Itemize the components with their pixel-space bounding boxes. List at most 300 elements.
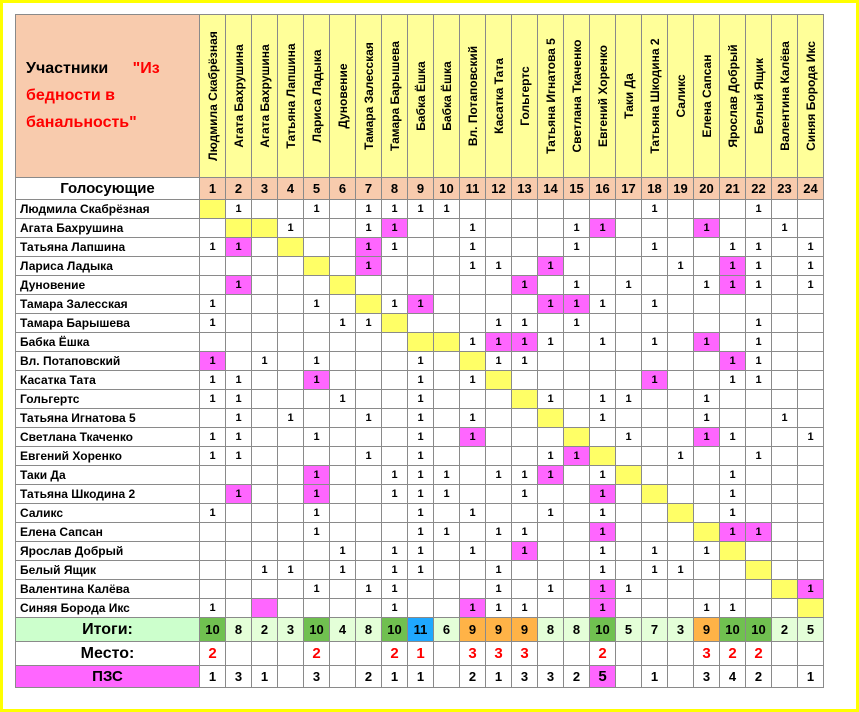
voter-row xyxy=(16,295,824,314)
vote-cell: 1 xyxy=(408,371,434,390)
vote-cell: 1 xyxy=(746,238,772,257)
total-cell: 8 xyxy=(356,618,382,642)
vote-cell: 1 xyxy=(512,466,538,485)
pzs-cell: 2 xyxy=(460,666,486,688)
vote-cell: 1 xyxy=(564,219,590,238)
place-cell xyxy=(226,642,252,666)
vote-cell xyxy=(642,390,668,409)
vote-cell xyxy=(512,219,538,238)
vote-cell: 1 xyxy=(278,409,304,428)
vote-cell xyxy=(668,238,694,257)
vote-cell xyxy=(668,542,694,561)
vote-cell: 1 xyxy=(486,352,512,371)
vote-cell xyxy=(720,295,746,314)
vote-cell xyxy=(564,485,590,504)
pzs-row xyxy=(16,666,824,688)
participant-name: Синяя Борода Икс xyxy=(803,41,818,151)
vote-cell: 1 xyxy=(486,580,512,599)
voter-row xyxy=(16,314,824,333)
voter-row xyxy=(16,523,824,542)
vote-cell: 1 xyxy=(694,542,720,561)
participant-header xyxy=(486,15,512,178)
total-cell: 3 xyxy=(278,618,304,642)
vote-cell xyxy=(460,485,486,504)
vote-cell xyxy=(798,542,824,561)
participant-header xyxy=(434,15,460,178)
vote-cell: 1 xyxy=(694,276,720,295)
voter-row xyxy=(16,409,824,428)
vote-cell: 1 xyxy=(252,352,278,371)
self-cell xyxy=(694,523,720,542)
vote-cell xyxy=(694,580,720,599)
vote-cell: 1 xyxy=(746,352,772,371)
vote-cell: 1 xyxy=(434,523,460,542)
self-cell xyxy=(564,428,590,447)
vote-cell xyxy=(434,276,460,295)
vote-cell xyxy=(460,390,486,409)
vote-cell: 1 xyxy=(512,485,538,504)
vote-cell: 1 xyxy=(200,390,226,409)
vote-cell xyxy=(330,523,356,542)
self-cell xyxy=(720,542,746,561)
vote-cell xyxy=(590,314,616,333)
participant-name: Таки Да xyxy=(621,73,636,119)
vote-cell: 1 xyxy=(590,523,616,542)
pzs-cell: 3 xyxy=(304,666,330,688)
vote-cell xyxy=(460,276,486,295)
vote-cell: 1 xyxy=(512,314,538,333)
vote-cell xyxy=(668,371,694,390)
voter-name: Елена Сапсан xyxy=(16,523,200,542)
self-cell xyxy=(616,466,642,485)
vote-cell xyxy=(304,599,330,618)
vote-cell xyxy=(460,314,486,333)
participant-number: 19 xyxy=(668,178,694,200)
vote-cell xyxy=(616,371,642,390)
vote-cell xyxy=(408,580,434,599)
total-cell: 11 xyxy=(408,618,434,642)
vote-cell xyxy=(330,428,356,447)
participant-name: Бабка Ёшка xyxy=(413,61,428,131)
self-cell xyxy=(252,219,278,238)
pzs-cell: 2 xyxy=(564,666,590,688)
vote-cell xyxy=(330,200,356,219)
vote-cell xyxy=(382,390,408,409)
place-cell xyxy=(330,642,356,666)
voter-name: Евгений Хоренко xyxy=(16,447,200,466)
participant-header xyxy=(382,15,408,178)
self-cell xyxy=(538,409,564,428)
vote-cell: 1 xyxy=(356,409,382,428)
vote-cell: 1 xyxy=(226,390,252,409)
voter-name: Светлана Ткаченко xyxy=(16,428,200,447)
vote-cell xyxy=(798,409,824,428)
vote-cell xyxy=(642,523,668,542)
participant-name: Светлана Ткаченко xyxy=(569,39,584,153)
vote-cell: 1 xyxy=(590,504,616,523)
participant-number: 17 xyxy=(616,178,642,200)
participant-header xyxy=(252,15,278,178)
vote-cell xyxy=(616,200,642,219)
total-cell: 9 xyxy=(486,618,512,642)
pzs-cell: 2 xyxy=(356,666,382,688)
vote-cell xyxy=(694,200,720,219)
vote-cell xyxy=(772,466,798,485)
vote-cell xyxy=(434,504,460,523)
vote-cell xyxy=(590,257,616,276)
place-cell xyxy=(642,642,668,666)
vote-cell xyxy=(642,599,668,618)
pzs-cell xyxy=(772,666,798,688)
vote-cell xyxy=(668,276,694,295)
vote-cell: 1 xyxy=(694,333,720,352)
vote-cell: 1 xyxy=(538,390,564,409)
vote-cell xyxy=(642,352,668,371)
participant-header xyxy=(278,15,304,178)
vote-cell xyxy=(278,523,304,542)
vote-cell xyxy=(616,561,642,580)
vote-cell xyxy=(200,561,226,580)
vote-cell xyxy=(356,352,382,371)
vote-cell xyxy=(798,295,824,314)
pzs-cell: 1 xyxy=(642,666,668,688)
vote-cell: 1 xyxy=(408,523,434,542)
vote-cell xyxy=(746,295,772,314)
participant-name: Тамара Барышева xyxy=(387,41,402,151)
voter-row xyxy=(16,200,824,219)
vote-cell xyxy=(772,485,798,504)
vote-cell xyxy=(434,580,460,599)
vote-cell xyxy=(460,466,486,485)
vote-cell xyxy=(486,542,512,561)
vote-cell xyxy=(330,257,356,276)
vote-cell xyxy=(746,219,772,238)
total-cell: 6 xyxy=(434,618,460,642)
vote-cell xyxy=(434,371,460,390)
vote-cell xyxy=(772,314,798,333)
vote-cell xyxy=(512,257,538,276)
vote-cell xyxy=(434,542,460,561)
participant-number: 23 xyxy=(772,178,798,200)
vote-cell xyxy=(746,466,772,485)
vote-cell xyxy=(278,390,304,409)
vote-cell xyxy=(564,200,590,219)
place-cell xyxy=(564,642,590,666)
vote-cell xyxy=(304,238,330,257)
participant-number: 5 xyxy=(304,178,330,200)
vote-cell xyxy=(252,485,278,504)
vote-cell xyxy=(590,371,616,390)
vote-cell: 1 xyxy=(512,523,538,542)
vote-cell xyxy=(330,485,356,504)
vote-cell: 1 xyxy=(486,257,512,276)
participant-name: Татьяна Лапшина xyxy=(283,43,298,149)
vote-cell xyxy=(798,561,824,580)
pzs-cell: 3 xyxy=(226,666,252,688)
pzs-cell: 1 xyxy=(252,666,278,688)
vote-cell xyxy=(252,409,278,428)
vote-cell xyxy=(252,276,278,295)
vote-cell: 1 xyxy=(512,276,538,295)
vote-cell xyxy=(616,257,642,276)
vote-cell: 1 xyxy=(694,428,720,447)
vote-cell xyxy=(434,409,460,428)
vote-cell xyxy=(642,504,668,523)
voter-row xyxy=(16,542,824,561)
vote-cell xyxy=(798,219,824,238)
vote-cell xyxy=(798,447,824,466)
participant-header xyxy=(460,15,486,178)
vote-cell: 1 xyxy=(538,466,564,485)
participant-header xyxy=(590,15,616,178)
vote-cell xyxy=(590,428,616,447)
place-cell xyxy=(772,642,798,666)
vote-cell xyxy=(330,333,356,352)
vote-cell xyxy=(512,295,538,314)
vote-cell: 1 xyxy=(408,409,434,428)
vote-cell xyxy=(720,561,746,580)
voter-name: Белый Ящик xyxy=(16,561,200,580)
vote-cell xyxy=(512,504,538,523)
pzs-cell: 1 xyxy=(798,666,824,688)
vote-cell xyxy=(434,390,460,409)
vote-cell xyxy=(434,428,460,447)
vote-cell xyxy=(226,466,252,485)
pzs-cell xyxy=(668,666,694,688)
vote-cell xyxy=(408,238,434,257)
vote-cell xyxy=(668,295,694,314)
vote-cell: 1 xyxy=(746,257,772,276)
vote-cell xyxy=(642,276,668,295)
voter-row xyxy=(16,466,824,485)
vote-cell xyxy=(304,409,330,428)
place-cell: 2 xyxy=(382,642,408,666)
vote-cell: 1 xyxy=(200,352,226,371)
vote-cell: 1 xyxy=(772,409,798,428)
vote-cell xyxy=(304,542,330,561)
vote-cell xyxy=(356,485,382,504)
vote-cell xyxy=(278,276,304,295)
vote-cell xyxy=(252,295,278,314)
vote-cell xyxy=(668,409,694,428)
participant-number: 22 xyxy=(746,178,772,200)
vote-cell xyxy=(616,409,642,428)
vote-cell xyxy=(460,200,486,219)
vote-cell xyxy=(408,219,434,238)
vote-cell xyxy=(486,390,512,409)
vote-cell: 1 xyxy=(694,219,720,238)
vote-cell xyxy=(356,523,382,542)
vote-cell xyxy=(460,580,486,599)
vote-cell xyxy=(460,295,486,314)
vote-cell: 1 xyxy=(226,371,252,390)
vote-cell xyxy=(304,447,330,466)
vote-cell: 1 xyxy=(720,428,746,447)
vote-cell xyxy=(226,580,252,599)
vote-cell xyxy=(278,466,304,485)
participant-header xyxy=(564,15,590,178)
vote-cell: 1 xyxy=(486,523,512,542)
vote-cell xyxy=(668,485,694,504)
total-cell: 10 xyxy=(382,618,408,642)
vote-cell: 1 xyxy=(720,466,746,485)
vote-cell xyxy=(252,542,278,561)
participant-name: Ярослав Добрый xyxy=(725,44,740,148)
vote-cell xyxy=(772,390,798,409)
vote-cell xyxy=(226,504,252,523)
vote-cell xyxy=(330,219,356,238)
voter-name: Вл. Потаповский xyxy=(16,352,200,371)
vote-cell xyxy=(668,333,694,352)
vote-cell xyxy=(772,352,798,371)
self-cell xyxy=(356,295,382,314)
vote-cell xyxy=(408,599,434,618)
vote-cell xyxy=(356,561,382,580)
voter-row xyxy=(16,238,824,257)
vote-cell xyxy=(694,561,720,580)
vote-cell: 1 xyxy=(590,466,616,485)
place-cell xyxy=(278,642,304,666)
vote-cell xyxy=(798,371,824,390)
self-cell xyxy=(486,371,512,390)
participant-number: 6 xyxy=(330,178,356,200)
vote-cell: 1 xyxy=(356,447,382,466)
vote-cell xyxy=(486,504,512,523)
vote-cell xyxy=(278,485,304,504)
vote-cell: 1 xyxy=(460,504,486,523)
vote-cell xyxy=(226,295,252,314)
vote-cell xyxy=(512,561,538,580)
participant-name: Агата Бахрушина xyxy=(257,44,272,148)
vote-cell: 1 xyxy=(746,314,772,333)
place-cell xyxy=(434,642,460,666)
vote-cell: 1 xyxy=(564,276,590,295)
pzs-label: ПЗС xyxy=(16,666,200,688)
vote-cell xyxy=(642,466,668,485)
vote-cell xyxy=(330,580,356,599)
vote-cell xyxy=(278,295,304,314)
vote-cell: 1 xyxy=(798,428,824,447)
vote-cell xyxy=(772,504,798,523)
place-cell: 3 xyxy=(486,642,512,666)
vote-cell xyxy=(798,390,824,409)
vote-cell: 1 xyxy=(668,257,694,276)
vote-cell xyxy=(460,561,486,580)
vote-cell xyxy=(512,238,538,257)
vote-cell: 1 xyxy=(278,561,304,580)
place-cell: 2 xyxy=(304,642,330,666)
vote-cell xyxy=(278,314,304,333)
place-cell xyxy=(668,642,694,666)
vote-cell xyxy=(668,599,694,618)
place-cell xyxy=(356,642,382,666)
vote-cell: 1 xyxy=(642,561,668,580)
vote-cell: 1 xyxy=(720,276,746,295)
participant-name: Татьяна Игнатова 5 xyxy=(543,38,558,154)
vote-cell xyxy=(226,561,252,580)
vote-cell xyxy=(616,523,642,542)
vote-cell xyxy=(330,466,356,485)
vote-cell xyxy=(226,599,252,618)
vote-cell: 1 xyxy=(382,561,408,580)
vote-cell: 1 xyxy=(538,257,564,276)
vote-cell xyxy=(720,333,746,352)
vote-cell xyxy=(330,409,356,428)
totals-label: Итоги: xyxy=(16,618,200,642)
participant-header xyxy=(798,15,824,178)
vote-cell xyxy=(564,466,590,485)
voter-name: Саликс xyxy=(16,504,200,523)
vote-cell xyxy=(200,580,226,599)
participant-number: 24 xyxy=(798,178,824,200)
vote-cell xyxy=(564,409,590,428)
participant-name: Вл. Потаповский xyxy=(465,45,480,147)
totals-row xyxy=(16,618,824,642)
vote-cell xyxy=(252,200,278,219)
self-cell xyxy=(408,333,434,352)
vote-cell: 1 xyxy=(226,447,252,466)
vote-cell xyxy=(720,390,746,409)
vote-cell: 1 xyxy=(538,580,564,599)
vote-cell xyxy=(642,314,668,333)
pzs-cell xyxy=(434,666,460,688)
vote-cell xyxy=(278,257,304,276)
total-cell: 5 xyxy=(616,618,642,642)
vote-cell: 1 xyxy=(226,276,252,295)
participant-number: 15 xyxy=(564,178,590,200)
vote-cell xyxy=(798,333,824,352)
vote-cell: 1 xyxy=(408,352,434,371)
pzs-cell: 3 xyxy=(538,666,564,688)
place-cell: 3 xyxy=(694,642,720,666)
vote-cell xyxy=(200,466,226,485)
total-cell: 3 xyxy=(668,618,694,642)
vote-cell xyxy=(278,599,304,618)
vote-cell xyxy=(486,276,512,295)
vote-cell xyxy=(538,371,564,390)
total-cell: 8 xyxy=(226,618,252,642)
participant-number: 8 xyxy=(382,178,408,200)
vote-cell xyxy=(746,542,772,561)
vote-cell: 1 xyxy=(746,371,772,390)
vote-cell xyxy=(694,371,720,390)
vote-cell xyxy=(278,447,304,466)
vote-cell xyxy=(252,580,278,599)
vote-cell: 1 xyxy=(382,238,408,257)
place-cell xyxy=(252,642,278,666)
vote-cell: 1 xyxy=(798,257,824,276)
vote-cell xyxy=(564,257,590,276)
vote-cell: 1 xyxy=(200,238,226,257)
vote-cell xyxy=(200,409,226,428)
total-cell: 10 xyxy=(200,618,226,642)
vote-cell xyxy=(330,447,356,466)
vote-cell xyxy=(226,352,252,371)
vote-cell: 1 xyxy=(564,447,590,466)
voter-name: Касатка Тата xyxy=(16,371,200,390)
vote-cell xyxy=(798,352,824,371)
vote-cell xyxy=(616,295,642,314)
vote-cell: 1 xyxy=(590,333,616,352)
vote-cell xyxy=(226,542,252,561)
voter-row xyxy=(16,276,824,295)
vote-cell: 1 xyxy=(304,504,330,523)
vote-cell: 1 xyxy=(408,542,434,561)
participant-header xyxy=(642,15,668,178)
vote-cell xyxy=(200,333,226,352)
vote-cell xyxy=(720,409,746,428)
vote-cell: 1 xyxy=(616,390,642,409)
